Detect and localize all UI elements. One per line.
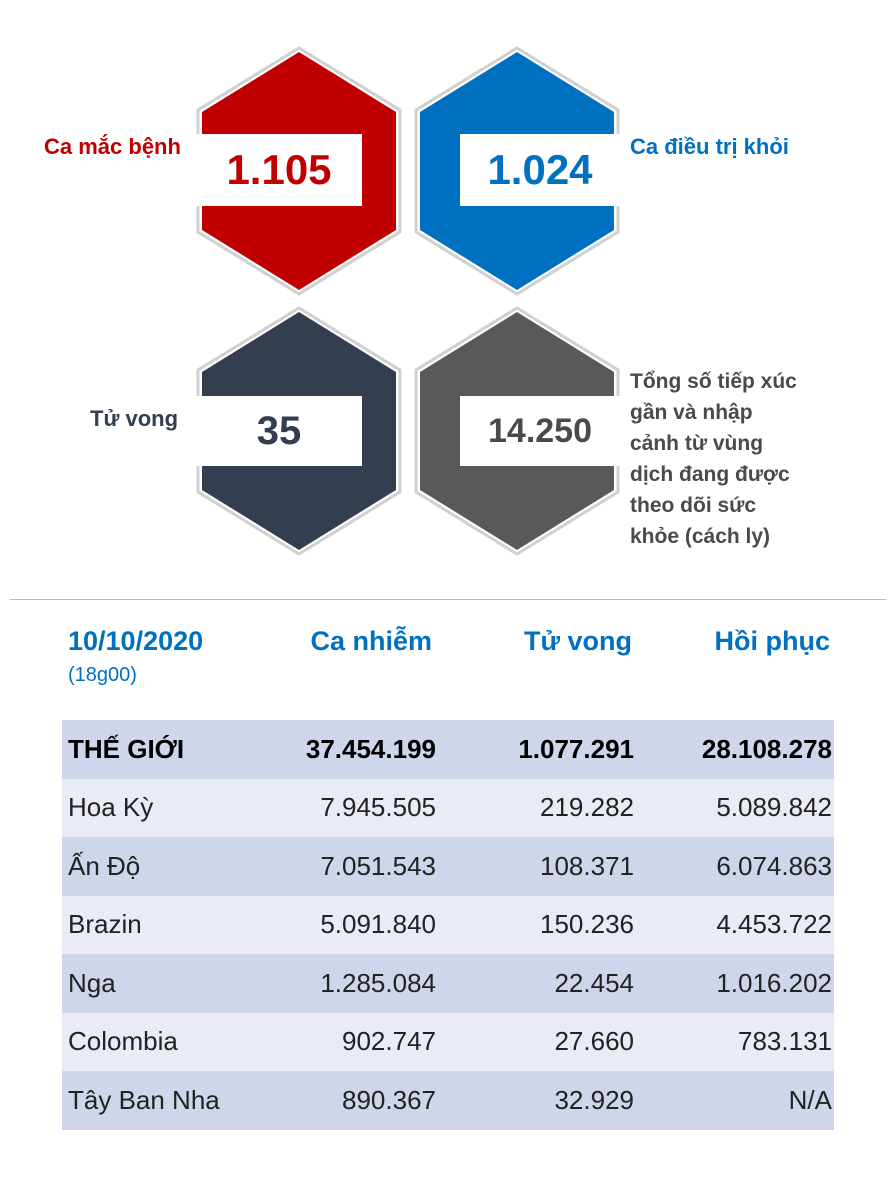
recovered-cell: 1.016.202: [716, 967, 832, 998]
value-box: [196, 396, 362, 466]
country-cell: Hoa Kỳ: [68, 792, 154, 823]
world-stats-table: [62, 620, 834, 1130]
country-cell: Ấn Độ: [68, 850, 141, 881]
deaths-cell: 1.077.291: [518, 733, 634, 764]
country-cell: Tây Ban Nha: [68, 1084, 220, 1115]
stat-label-deaths: Tử vong: [90, 406, 179, 431]
hex-deaths: [196, 306, 402, 556]
table-row: [62, 954, 834, 1013]
cases-cell: 5.091.840: [320, 909, 436, 940]
header-cases: Ca nhiễm: [310, 626, 432, 656]
cases-cell: 7.945.505: [320, 792, 436, 823]
table-row: [62, 837, 834, 896]
deaths-cell: 22.454: [554, 967, 634, 998]
deaths-cell: 27.660: [554, 1026, 634, 1057]
label-line: cảnh từ vùng: [630, 432, 764, 455]
hex-recovered: [414, 46, 620, 296]
recovered-cell: 6.074.863: [716, 850, 832, 881]
table-row: [62, 779, 834, 838]
country-cell: Colombia: [68, 1026, 178, 1057]
table-time: (18g00): [68, 664, 137, 686]
cases-cell: 37.454.199: [305, 733, 436, 764]
value-box: [460, 396, 620, 466]
cases-cell: 1.285.084: [320, 967, 436, 998]
recovered-cell: 5.089.842: [716, 792, 832, 823]
value-box: [196, 134, 362, 206]
label-line: gần và nhập: [630, 401, 753, 424]
table-header: [62, 620, 834, 720]
cases-cell: 902.747: [342, 1026, 436, 1057]
deaths-cell: 150.236: [540, 909, 634, 940]
deaths-cell: 108.371: [540, 850, 634, 881]
value-box: [460, 134, 620, 206]
section-divider: [10, 599, 886, 600]
stat-value-cases: 1.105: [226, 146, 332, 193]
country-cell: Nga: [68, 967, 116, 998]
table-row: [62, 720, 834, 779]
label-line: Tổng số tiếp xúc: [630, 370, 797, 393]
deaths-cell: 219.282: [540, 792, 634, 823]
country-cell: Brazin: [68, 909, 142, 940]
header-recovered: Hồi phục: [714, 626, 830, 656]
label-line: theo dõi sức: [630, 494, 757, 517]
hex-monitored: [414, 306, 620, 556]
cases-cell: 890.367: [342, 1084, 436, 1115]
deaths-cell: 32.929: [554, 1084, 634, 1115]
table-row: [62, 896, 834, 955]
stat-value-monitored: 14.250: [488, 411, 592, 450]
country-cell: THẾ GIỚI: [68, 733, 185, 764]
stat-value-deaths: 35: [256, 408, 302, 453]
recovered-cell: 28.108.278: [701, 733, 832, 764]
stat-label-recovered: Ca điều trị khỏi: [630, 134, 789, 159]
recovered-cell: 783.131: [738, 1026, 832, 1057]
label-line: dịch đang được: [630, 463, 790, 486]
recovered-cell: N/A: [788, 1084, 832, 1115]
recovered-cell: 4.453.722: [716, 909, 832, 940]
table-row: [62, 1013, 834, 1072]
label-line: khỏe (cách ly): [630, 525, 771, 548]
table-row: [62, 1071, 834, 1130]
stat-label-cases: Ca mắc bệnh: [44, 134, 181, 159]
cases-cell: 7.051.543: [320, 850, 436, 881]
table-date: 10/10/2020: [68, 626, 204, 656]
header-deaths: Tử vong: [523, 626, 632, 656]
stat-label-monitored: [630, 366, 797, 552]
stat-value-recovered: 1.024: [487, 146, 593, 193]
hex-cases: [196, 46, 402, 296]
